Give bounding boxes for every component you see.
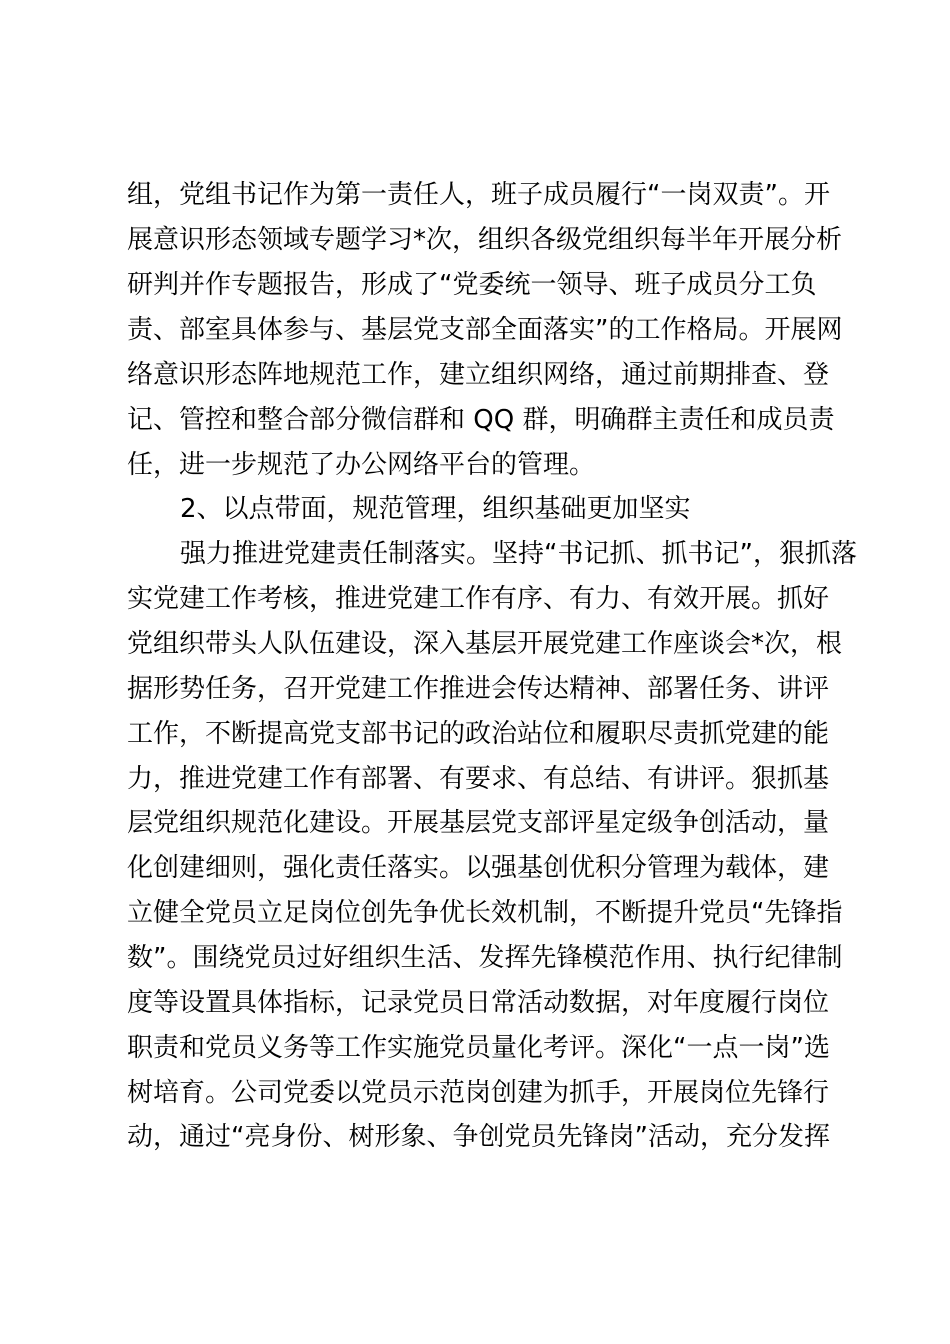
paragraph-line: 络意识形态阵地规范工作，建立组织网络，通过前期排查、登 xyxy=(127,360,830,390)
paragraph-line: 数”。围绕党员过好组织生活、发挥先锋模范作用、执行纪律制 xyxy=(127,943,843,973)
paragraph-line: 化创建细则，强化责任落实。以强基创优积分管理为载体，建 xyxy=(127,853,830,883)
paragraph-line: 展意识形态领域专题学习*次，组织各级党组织每半年开展分析 xyxy=(127,225,843,255)
paragraph-line: 责、部室具体参与、基层党支部全面落实”的工作格局。开展网 xyxy=(127,315,843,345)
paragraph-line: 工作，不断提高党支部书记的政治站位和履职尽责抓党建的能 xyxy=(127,719,830,749)
paragraph-line: 任，进一步规范了办公网络平台的管理。 xyxy=(127,450,596,480)
paragraph-line: 立健全党员立足岗位创先争优长效机制，不断提升党员“先锋指 xyxy=(127,898,843,928)
paragraph-line: 研判并作专题报告，形成了“党委统一领导、班子成员分工负 xyxy=(127,270,817,300)
paragraph-line: 动，通过“亮身份、树形象、争创党员先锋岗”活动，充分发挥 xyxy=(127,1122,830,1152)
paragraph-line: 树培育。公司党委以党员示范岗创建为抓手，开展岗位先锋行 xyxy=(127,1078,830,1108)
paragraph-line: 组，党组书记作为第一责任人，班子成员履行“一岗双责”。开 xyxy=(127,180,830,210)
paragraph-line: 记、管控和整合部分微信群和 QQ 群，明确群主责任和成员责 xyxy=(127,405,835,435)
paragraph-line: 实党建工作考核，推进党建工作有序、有力、有效开展。抓好 xyxy=(127,584,830,614)
paragraph-line: 度等设置具体指标，记录党员日常活动数据，对年度履行岗位 xyxy=(127,988,830,1018)
paragraph-line: 党组织带头人队伍建设，深入基层开展党建工作座谈会*次，根 xyxy=(127,629,843,659)
paragraph-line: 力，推进党建工作有部署、有要求、有总结、有讲评。狠抓基 xyxy=(127,764,830,794)
paragraph-line: 据形势任务，召开党建工作推进会传达精神、部署任务、讲评 xyxy=(127,674,830,704)
paragraph-line: 职责和党员义务等工作实施党员量化考评。深化“一点一岗”选 xyxy=(127,1033,830,1063)
section-heading: 2、以点带面，规范管理，组织基础更加坚实 xyxy=(180,494,691,524)
paragraph-line: 强力推进党建责任制落实。坚持“书记抓、抓书记”，狠抓落 xyxy=(180,539,857,569)
paragraph-line: 层党组织规范化建设。开展基层党支部评星定级争创活动，量 xyxy=(127,808,830,838)
